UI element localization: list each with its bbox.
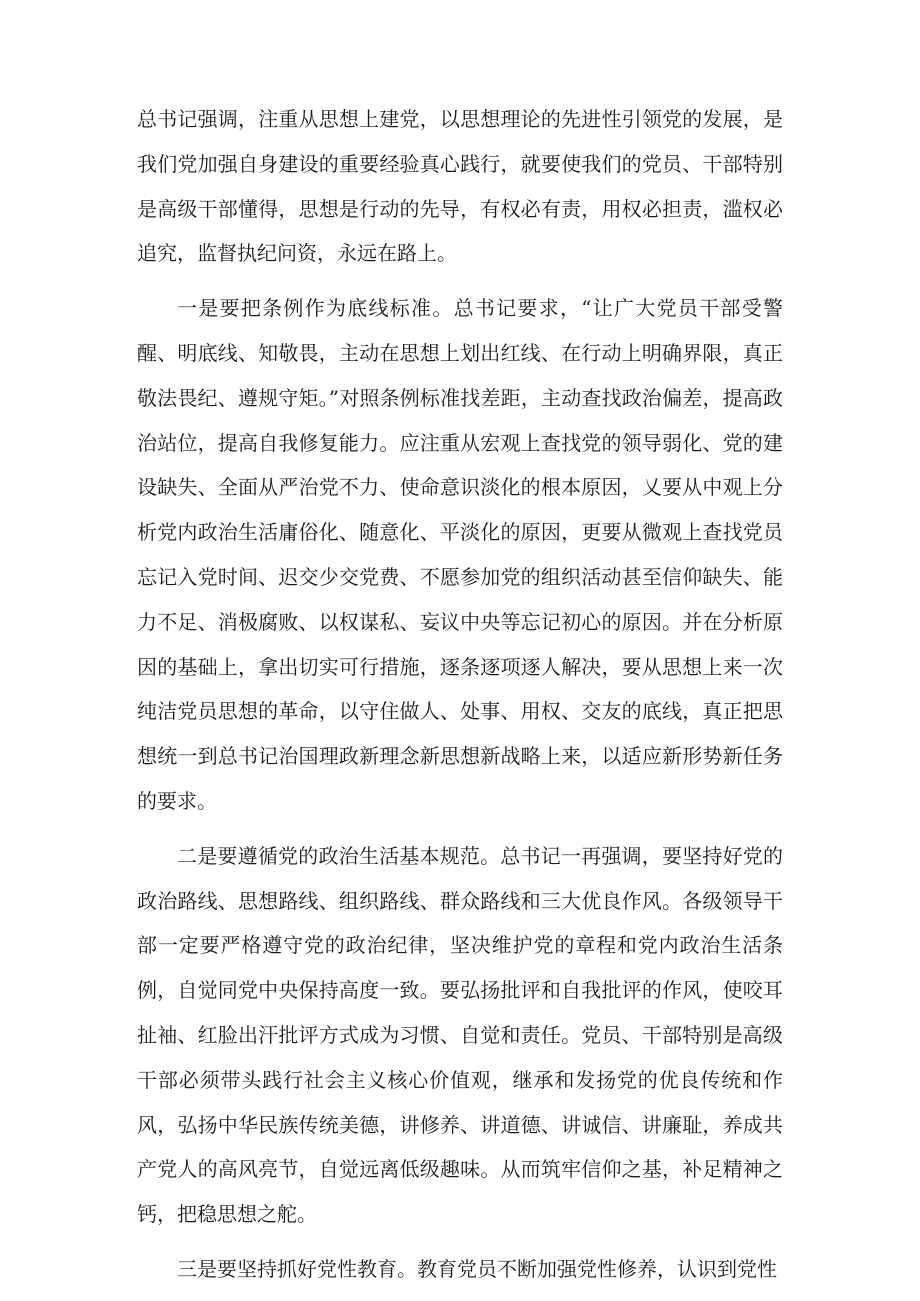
paragraph-point-one: 一是要把条例作为底线标准。总书记要求，“让广大党员干部受警醒、明底线、知敬畏，主动在思想上划出红线、在行动上明确界限，真正敬法畏纪、遵规守矩。”对照条例标准找差距，主动查找政治偏差，提高政治站位，提高自我修复能力。应注重从宏观上查找党的领导弱化、党的建设缺失、全面从严治党不力、使命意识淡化的根本原因，乂要从中观上分析党内政治生活庸俗化、随意化、平淡化的原因，更要从微观上查找党员忘记入党时间、迟交少交党费、不愿参加党的组织活动甚至信仰缺失、能力不足、消极腐败、以权谋私、妄议中央等忘记初心的原因。并在分析原因的基础上，拿出切实可行措施，逐条逐项逐人解决，要从思想上来一次纯洁党员思想的革命，以守住做人、处事、用权、交友的底线，真正把思想统一到总书记治国理政新理念新思想新战略上来，以适应新形势新任务的要求。 xyxy=(137,296,783,813)
paragraph-point-three: 三是要坚持抓好党性教育。教育党员不断加强党性修养，认识到党性 xyxy=(177,1256,777,1281)
document-body xyxy=(137,97,783,1292)
paragraph-point-two: 二是要遵循党的政治生活基本规范。总书记一再强调，要坚持好党的政治路线、思想路线、组织路线、群众路线和三大优良作风。各级领导干部一定要严格遵守党的政治纪律，坚决维护党的章程和党内政治生活条例，自觉同党中央保持高度一致。要弘扬批评和自我批评的作风，使咬耳扯袖、红脸出汗批评方式成为习惯、自觉和责任。党员、干部特别是高级干部必须带头践行社会主义核心价值观，继承和发扬党的优良传统和作风，弘扬中华民族传统美德，讲修养、讲道德、讲诚信、讲廉耻，养成共产党人的高风亮节，自觉远离低级趣味。从而筑牢信仰之基，补足精神之钙，把稳思想之舵。 xyxy=(137,843,783,1227)
paragraph-intro: 总书记强调，注重从思想上建党，以思想理论的先进性引领党的发展，是我们党加强自身建设的重要经验真心践行，就要使我们的党员、干部特别是高级干部懂得，思想是行动的先导，有权必有责，用权必担责，滥权必追究，监督执纪问资，永远在路上。 xyxy=(137,107,783,266)
